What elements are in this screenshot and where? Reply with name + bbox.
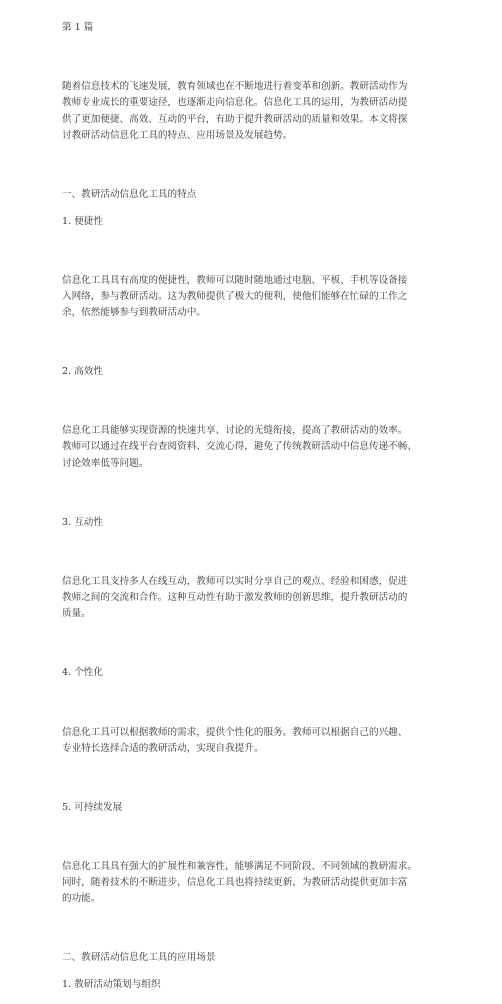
text-line: 讨教研活动信息化工具的特点、应用场景及发展趋势。 <box>62 129 293 141</box>
text-line: 同时，随着技术的不断进步，信息化工具也将持续更新，为教研活动提供更加丰富 <box>62 877 408 889</box>
item-paragraph <box>62 240 442 353</box>
intro-paragraph <box>62 47 442 177</box>
item-heading: 1. 教研活动策划与组织 <box>62 979 161 991</box>
item-paragraph <box>62 827 442 940</box>
text-line: 教师之间的交流和合作。这种互动性有助于激发教师的创新思维，提升教研活动的 <box>62 592 408 604</box>
item-heading: 1. 便捷性 <box>62 215 103 227</box>
chapter-label: 第 1 篇 <box>62 22 94 33</box>
text-line: 教师专业成长的重要途径，也逐渐走向信息化。信息化工具的运用，为教研活动提 <box>62 97 408 109</box>
text-line: 随着信息技术的飞速发展，教育领域也在不断地进行着变革和创新。教研活动作为 <box>62 81 408 93</box>
text-line: 信息化工具具有强大的扩展性和兼容性，能够满足不同阶段、不同领域的教研需求。 <box>62 860 417 872</box>
section-heading: 二、教研活动信息化工具的应用场景 <box>62 952 216 964</box>
item-paragraph <box>62 391 442 504</box>
section-heading: 一、教研活动信息化工具的特点 <box>62 188 197 200</box>
document-page <box>62 20 442 1004</box>
item-paragraph <box>62 541 442 654</box>
item-paragraph <box>62 692 442 789</box>
text-line: 入网络，参与教研活动。这为教师提供了极大的便利，使他们能够在忙碌的工作之 <box>62 290 408 302</box>
text-line: 供了更加便捷、高效、互动的平台，有助于提升教研活动的质量和效果。本文将探 <box>62 113 408 125</box>
item-heading: 4. 个性化 <box>62 667 103 679</box>
text-line: 信息化工具能够实现资源的快速共享、讨论的无缝衔接，提高了教研活动的效率。 <box>62 425 408 437</box>
item-heading: 5. 可持续发展 <box>62 801 123 813</box>
text-line: 余，依然能够参与到教研活动中。 <box>62 307 206 319</box>
text-line: 的功能。 <box>62 893 101 905</box>
text-line: 信息化工具可以根据教师的需求，提供个性化的服务。教师可以根据自己的兴趣、 <box>62 726 408 738</box>
text-line: 讨论效率低等问题。 <box>62 457 149 469</box>
item-heading: 3. 互动性 <box>62 516 103 528</box>
text-line: 质量。 <box>62 608 91 620</box>
text-line: 信息化工具具有高度的便捷性，教师可以随时随地通过电脑、平板、手机等设备接 <box>62 274 408 286</box>
text-line: 专业特长选择合适的教研活动，实现自我提升。 <box>62 742 264 754</box>
text-line: 教师可以通过在线平台查阅资料、交流心得，避免了传统教研活动中信息传递不畅、 <box>62 441 417 453</box>
text-line: 信息化工具支持多人在线互动，教师可以实时分享自己的观点、经验和困惑，促进 <box>62 575 408 587</box>
item-heading: 2. 高效性 <box>62 366 103 378</box>
